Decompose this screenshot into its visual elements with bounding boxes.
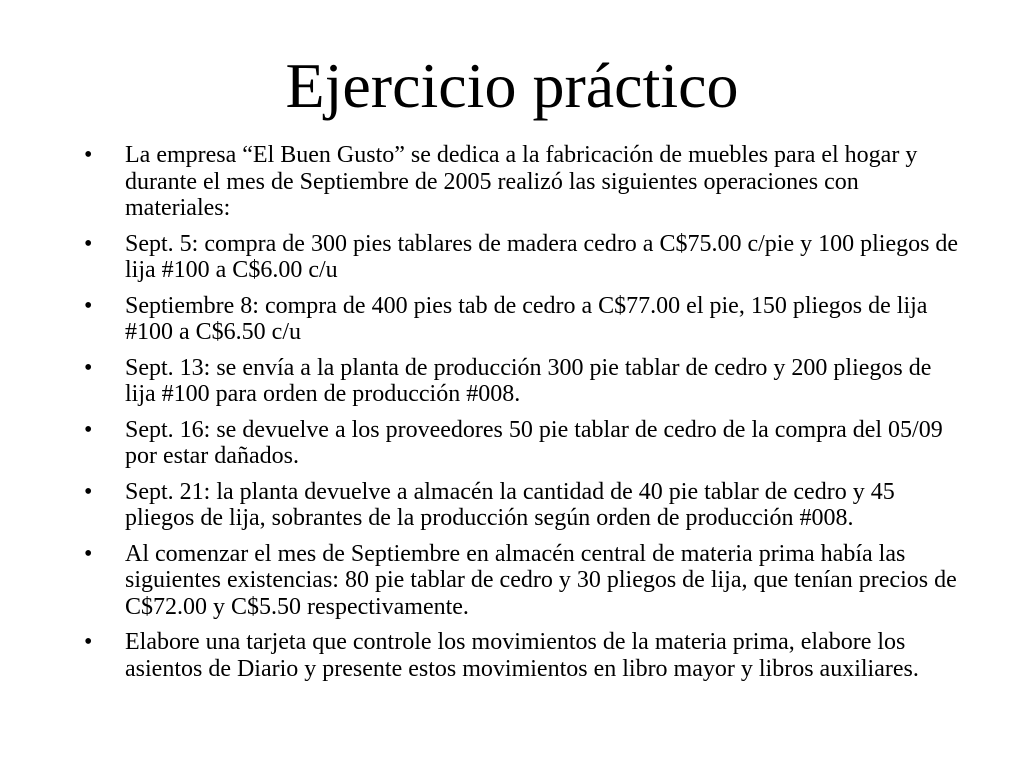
slide-title: Ejercicio práctico (285, 50, 739, 121)
bullet-icon: • (84, 629, 93, 655)
bullet-icon: • (84, 540, 93, 567)
bullet-icon: • (84, 478, 93, 505)
bullet-text: Sept. 13: se envía a la planta de producción 300 pie tablar de cedro y 200 pliegos de lija #100 para orden de producción #008. (125, 354, 932, 407)
bullet-item (84, 417, 964, 470)
bullet-text: Septiembre 8: compra de 400 pies tab de cedro a C$77.00 el pie, 150 pliegos de lija #100 a C$6.50 c/u (125, 292, 928, 345)
bullet-text: Sept. 5: compra de 300 pies tablares de madera cedro a C$75.00 c/pie y 100 pliegos de lija #100 a C$6.00 c/u (125, 230, 959, 283)
bullet-text: La empresa “El Buen Gusto” se dedica a la fabricación de muebles para el hogar y durante el mes de Septiembre de 2005 realizó las siguientes operaciones con materiales: (125, 142, 918, 221)
bullet-item (84, 293, 964, 346)
bullet-icon: • (84, 142, 93, 168)
bullet-item (84, 629, 964, 682)
bullet-icon: • (84, 230, 93, 257)
bullet-list (84, 142, 964, 691)
bullet-item (84, 355, 964, 408)
bullet-item (84, 231, 964, 284)
bullet-item (84, 541, 964, 621)
bullet-icon: • (84, 354, 93, 381)
bullet-text: Sept. 21: la planta devuelve a almacén la cantidad de 40 pie tablar de cedro y 45 pliegos de lija, sobrantes de la producción según orden de producción #008. (125, 478, 895, 531)
bullet-text: Elabore una tarjeta que controle los movimientos de la materia prima, elabore los asientos de Diario y presente estos movimientos en libro mayor y libros auxiliares. (125, 629, 919, 682)
bullet-icon: • (84, 416, 93, 443)
bullet-item (84, 142, 964, 222)
bullet-item (84, 479, 964, 532)
bullet-icon: • (84, 292, 93, 319)
bullet-text: Al comenzar el mes de Septiembre en almacén central de materia prima había las siguientes existencias: 80 pie tablar de cedro y 30 pliegos de lija, que tenían precios de C$72.00 y C$5.50 respectivamente. (125, 540, 957, 620)
bullet-text: Sept. 16: se devuelve a los proveedores 50 pie tablar de cedro de la compra del 05/09 por estar dañados. (125, 416, 943, 469)
